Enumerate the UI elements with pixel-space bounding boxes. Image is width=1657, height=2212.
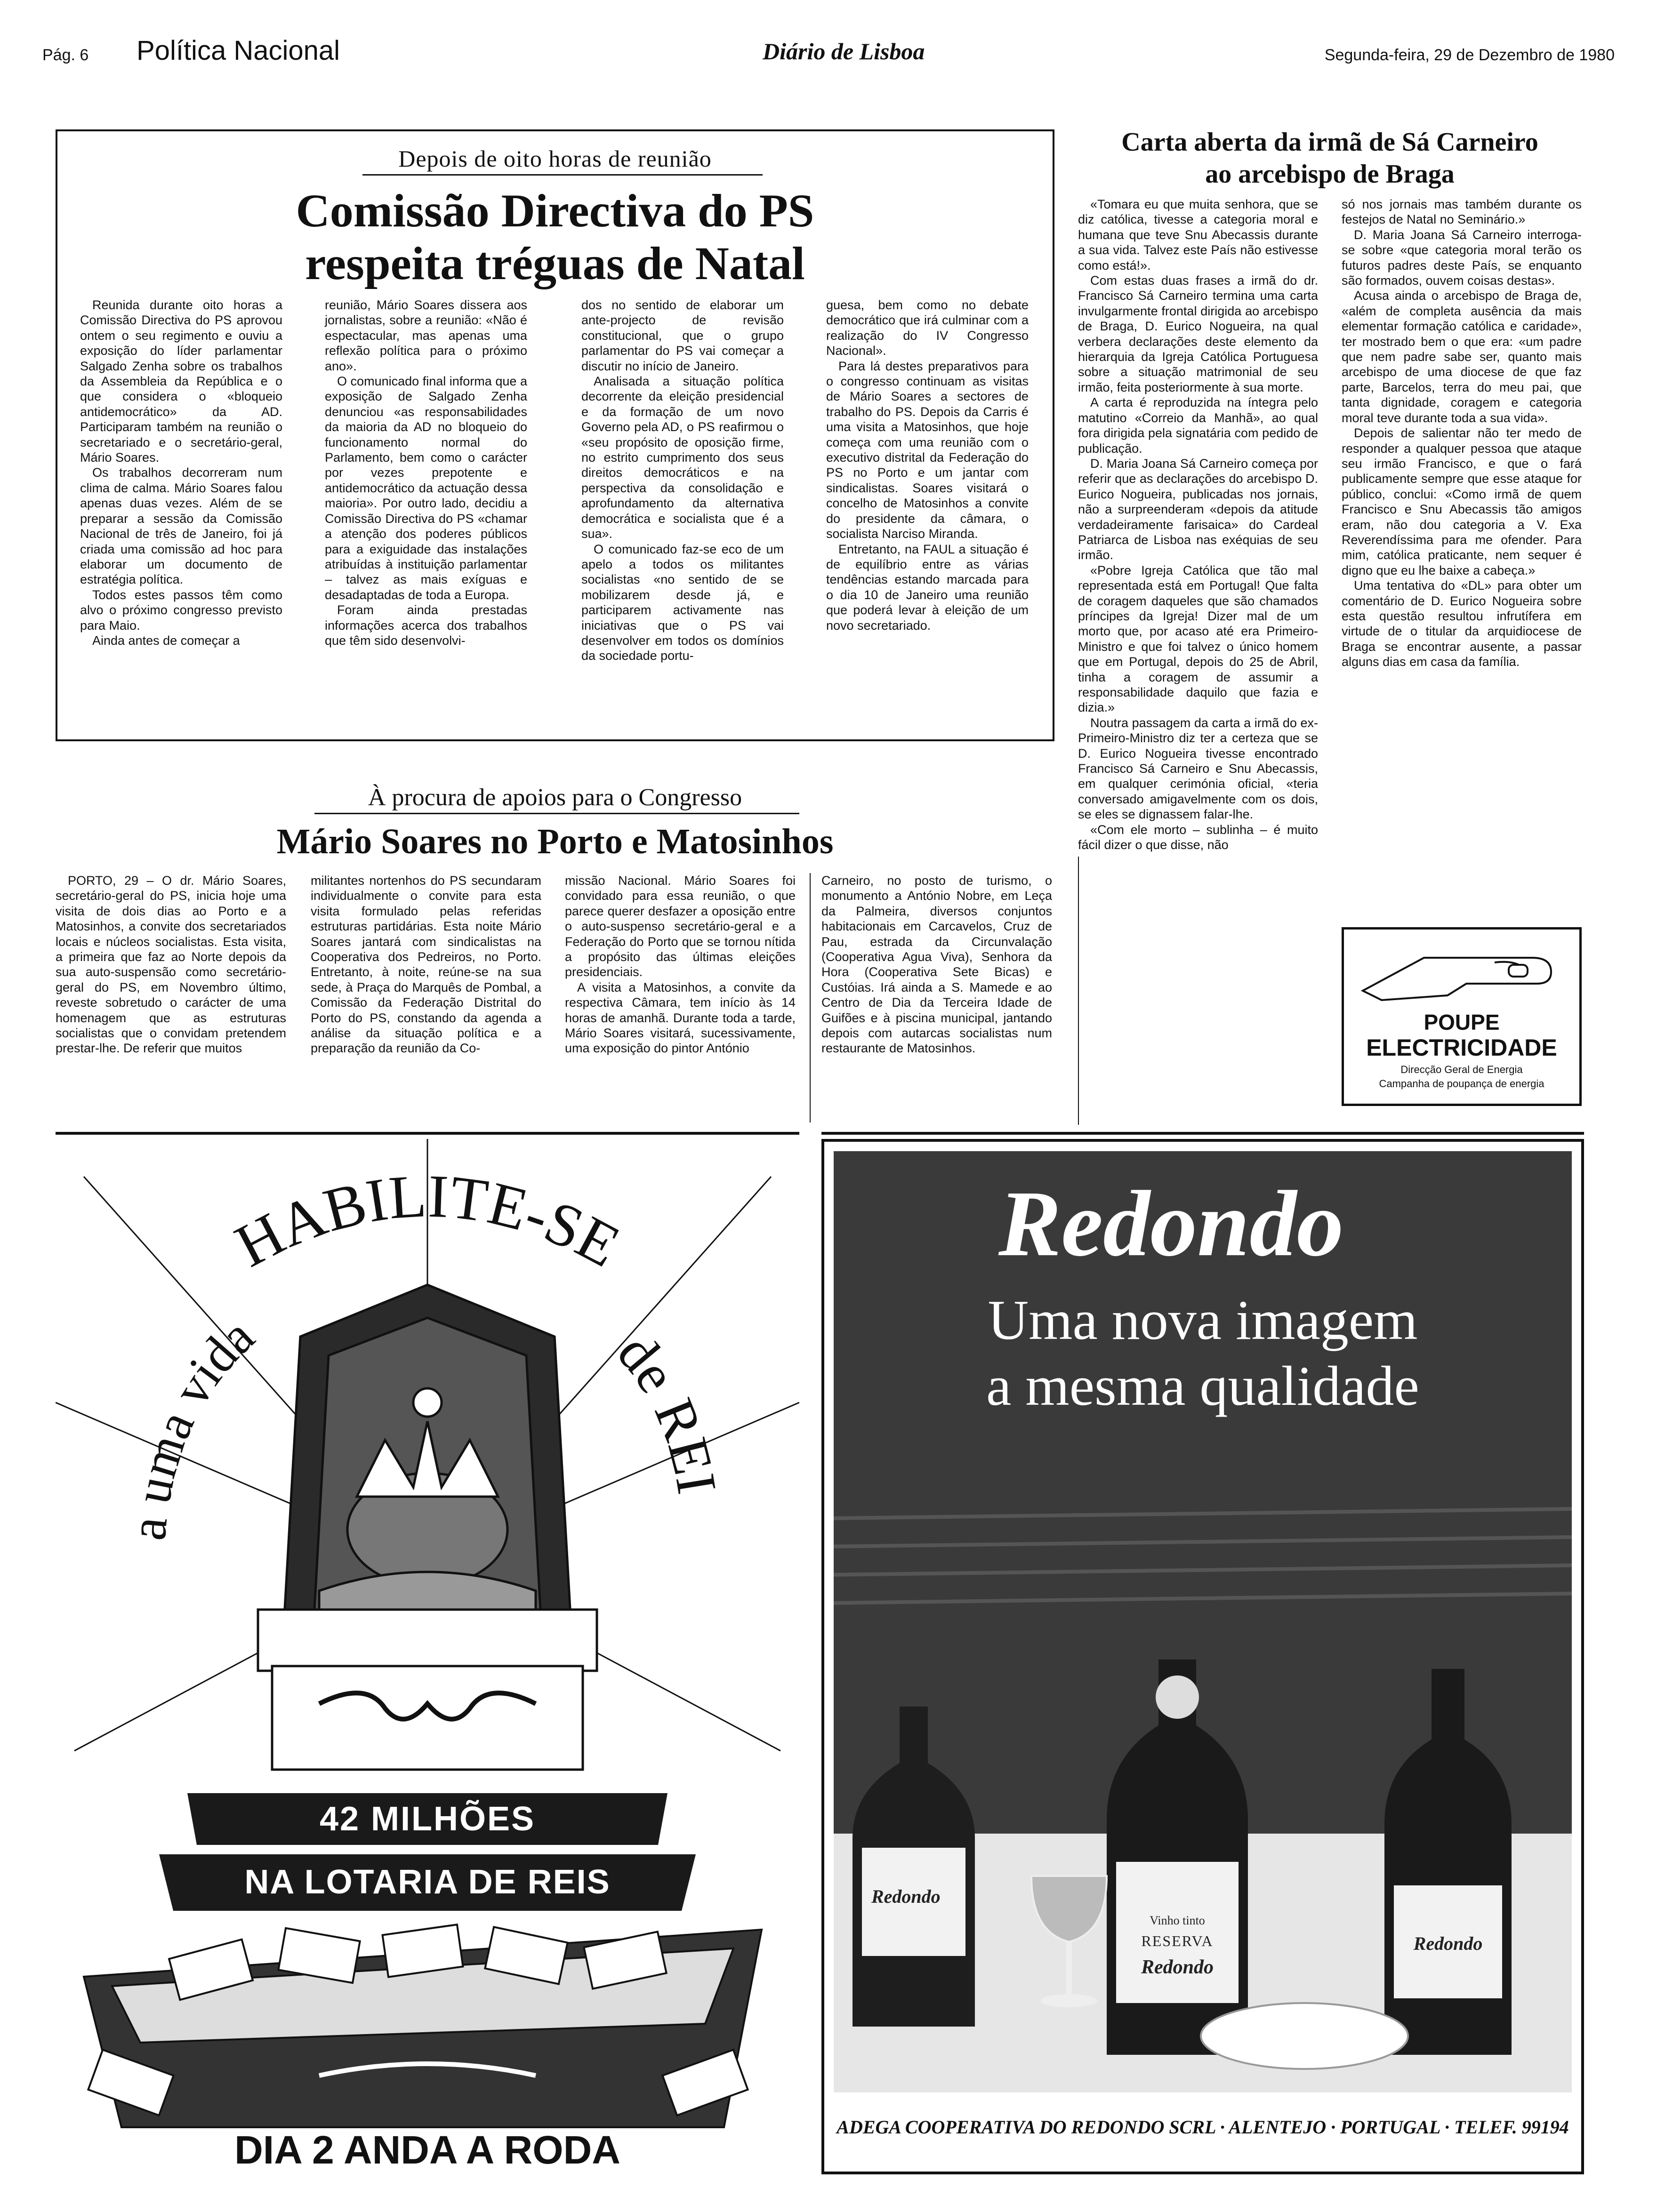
plate: [1201, 2003, 1408, 2069]
article3-column-2: só nos jornais mas também durante os festejos de Natal no Seminário.» D. Maria Joana Sá Carneiro interroga-se sobre «que categoria moral terão os futuros padres deste País, se enquanto são formados, ouvem coisas destas». Acusa ainda o arcebispo de Braga de, «além de completa ausência da mais elementar formação católica e caridade», ter mostrado bem o que era: «um padre que nem padre sabe ser, quanto mais arcebispo de uma diocese de que faz parte, Barcelos, terra do meu pai, que tanta dignidade, coragem e categoria moral teve durante toda a sua vida». Depois de salientar não ter medo de responder a qualquer pessoa que ataque seu irmão Francisco, e que o fará publicamente sempre que esse ataque for público, conclui: «Como irmã de quem Francisco e Snu Abecassis tão amigos eram, não dou categoria a V. Exa Reverendíssima para me ofender. Para mim, católica praticante, nem sequer é digno que eu lhe baixe a cabeça.» Uma tentativa do «DL» para obter um comentário de D. Eurico Nogueira sobre esta questão resultou infrutífera em virtude de o titular da arquidiocese de Braga se encontrar ausente, a passar alguns dias em casa da família.: [1342, 197, 1582, 669]
section-divider: [821, 1132, 1584, 1135]
article1-column-2: reunião, Mário Soares dissera aos jornalistas, sobre a reunião: «Não é espectacular, mas apenas uma reflexão política para o próximo ano». O comunicado final informa que a exposição de Salgado Zenha denunciou «as responsabilidades da maioria da AD no bloqueio do funcionamento normal do Parlamento, bem como o carácter por vezes prepotente e antidemocrático da actuação dessa maioria». Por outro lado, decidiu a Comissão Directiva do PS «chamar a atenção dos poderes públicos para a exiguidade das instalações atribuídas à instituição parlamentar – talvez as mais exíguas e desadaptadas de toda a Europa. Foram ainda prestadas informações acerca dos trabalhos que têm sido desenvolvi-: [325, 298, 527, 648]
ad-line-campanha: Campanha de poupança de energia: [1379, 1078, 1544, 1090]
arc-text-left: a uma vida: [119, 1307, 265, 1543]
kicker-underline: [362, 174, 763, 176]
lottery-illustration: [56, 1139, 799, 2174]
page-number: Pág. 6: [42, 46, 89, 64]
ad-redondo: [821, 1139, 1584, 2174]
bottle-label-middle-3: Redondo: [1141, 1956, 1214, 1978]
ad-lotaria-de-reis: [56, 1139, 799, 2174]
page-date: Segunda-feira, 29 de Dezembro de 1980: [1324, 46, 1615, 64]
article3-headline: [1078, 126, 1582, 190]
bottle-middle: [1107, 1659, 1248, 2055]
ad-line-electricidade: ELECTRICIDADE: [1366, 1034, 1557, 1061]
article2-column-2: militantes nortenhos do PS secundaram individualmente o convite para esta visita formulado pelas referidas estruturas partidárias. Esta noite Mário Soares jantará com sindicalistas na Cooperativa dos Pedreiros, no Porto. Entretanto, à noite, reúne-se na sua sede, à Praça do Marquês de Pombal, a Comissão da Federação Distrital do Porto do PS, constando da agenda a análise da situação política e a preparação da reunião da Co-: [311, 874, 541, 1056]
article2-column-4: Carneiro, no posto de turismo, o monumento a António Nobre, em Leça da Palmeira, diversos conjuntos habitacionais em Carcavelos, Cruz de Pau, estrada da Circunvalação (Cooperativa Agua Viva), Senhora da Hora (Cooperativa Sete Bicas) e Custóias. Irá ainda a S. Mamede e ao Centro de Dia da Terceira Idade de Guifões e à piscina municipal, jantando depois com autarcas socialistas num restaurante de Matosinhos.: [821, 874, 1052, 1056]
redondo-slogan-1: Uma nova imagem: [988, 1289, 1418, 1351]
bottle-label-middle-1: Vinho tinto: [1150, 1914, 1205, 1927]
article2-column-3: missão Nacional. Mário Soares foi convidado para essa reunião, o que parece querer desfazer a oposição entre o auto-suspenso secretário-geral e a Federação do Porto que se tornou nítida a propósito das últimas eleições presidenciais. A visita a Matosinhos, a convite da respectiva Câmara, tem início às 14 horas de amanhã. Durante toda a tarde, Mário Soares visitará, sucessivamente, uma exposição do pintor António: [565, 874, 796, 1056]
masthead: Diário de Lisboa: [763, 38, 925, 64]
column-divider: [1078, 857, 1079, 1125]
textile-stripes: [834, 1509, 1572, 1603]
ticket-chest: [84, 1924, 762, 2127]
article3-column-1: «Tomara eu que muita senhora, que se diz católica, tivesse a categoria moral e humana que teve Snu Abecassis durante a sua vida. Talvez este País não estivesse como está!». Com estas duas frases a irmã do dr. Francisco Sá Carneiro termina uma carta invulgarmente frontal dirigida ao arcebispo de Braga, D. Eurico Nogueira, na qual verbera declarações deste elemento da hierarquia da Igreja Católica Portuguesa sobre a situação matrimonial de seu irmão, feita posteriormente à sua morte. A carta é reproduzida na íntegra pelo matutino «Correio da Manhã», ao qual fora dirigida pela signatária com pedido de publicação. D. Maria Joana Sá Carneiro começa por referir que as declarações do arcebispo D. Eurico Nogueira, publicadas nos jornais, não a surpreenderam «depois da atitude verdadeiramente farisaica» do Cardeal Patriarca de Lisboa nas exéquias de seu irmão. «Pobre Igreja Católica que tão mal representada está em Portugal! Que falta de coragem daqueles que são chamados príncipes da Igreja! Dizer mal de um morto que, por acaso até era Primeiro-Ministro e que foi talvez o único homem que em Portugal, depois do 25 de Abril, tinha a coragem de assumir a responsabilidade daquilo que fazia e dizia.» Noutra passagem da carta a irmã do ex-Primeiro-Ministro diz ter a certeza que se D. Eurico Nogueira tivesse encontrado Francisco Sá Carneiro e Snu Abecassis, em qualquer cerimónia oficial, «teria conversado amigavelmente com os dois, se eles se dignassem falar-lhe. «Com ele morto – sublinha – é muito fácil dizer o que disse, não: [1078, 197, 1318, 852]
article1-headline: [56, 184, 1054, 290]
article1-column-3: dos no sentido de elaborar um ante-projecto de revisão constitucional, que o grupo parlamentar do PS vai começar a discutir no início de Janeiro. Analisada a situação política decorrente da eleição presidencial e da formação de um novo Governo pela AD, o PS reafirmou o «seu propósito de oposição firme, no estrito cumprimento dos seus direitos democráticos e na perspectiva da consolidação e aprofundamento da alternativa democrática e socialista que é a sua». O comunicado faz-se eco de um apelo a todos os militantes socialistas «no sentido de se mobilizarem desde já, e participarem activamente nas iniciativas que o PS vai desenvolver em todos os domínios da sociedade portu-: [581, 298, 784, 663]
redondo-footer: ADEGA COOPERATIVA DO REDONDO SCRL · ALENTEJO · PORTUGAL · TELEF. 99194: [837, 2116, 1569, 2138]
bottle-right: [1384, 1669, 1512, 2055]
hand-switch-icon: [1353, 939, 1570, 1010]
bottle-label-right: Redondo: [1413, 1933, 1483, 1954]
section-divider: [56, 1132, 799, 1135]
headline-line-2: ao arcebispo de Braga: [1205, 160, 1455, 189]
banner-lotaria: NA LOTARIA DE REIS: [244, 1863, 611, 1901]
ad-poupe-electricidade: [1342, 927, 1582, 1106]
article2-kicker: À procura de apoios para o Congresso: [368, 784, 742, 811]
column-divider: [810, 873, 811, 1122]
ad-line-direccao: Direcção Geral de Energia: [1400, 1064, 1523, 1075]
headline-line-2: respeita tréguas de Natal: [305, 237, 805, 289]
article1-column-1: Reunida durante oito horas a Comissão Directiva do PS aprovou ontem o seu regimento e ouviu a exposição do líder parlamentar Salgado Zenha sobre os trabalhos da Assembleia da República e o que considera o «bloqueio antidemocrático» da AD. Participaram também na reunião o secretariado e o secretário-geral, Mário Soares. Os trabalhos decorreram num clima de calma. Mário Soares falou apenas duas vezes. Além de se preparar a sessão da Comissão Nacional de três de Janeiro, foi já criada uma comissão ad hoc para elaborar um documento de estratégia política. Todos estes passos têm como alvo o próximo congresso previsto para Maio. Ainda antes de começar a: [80, 298, 282, 648]
page-header: [42, 28, 1615, 80]
article1-column-4: guesa, bem como no debate democrático que irá culminar com a realização do IV Congresso Nacional». Para lá destes preparativos para o congresso continuam as visitas de Mário Soares a sectores de trabalho do PS. Depois da Carris é uma visita a Matosinhos, que hoje começa com uma reunião com o executivo distrital da Federação do PS no Porto e um jantar com sindicalistas. Soares visitará o concelho de Matosinhos a convite do presidente da câmara, o socialista Narciso Miranda. Entretanto, na FAUL a situação é de equilíbrio entre as várias tendências estando marcada para o dia 10 de Janeiro uma reunião que poderá levar à eleição de um novo secretariado.: [826, 298, 1029, 633]
article1-kicker: Depois de oito horas de reunião: [398, 145, 712, 172]
headline-line-1: Comissão Directiva do PS: [296, 184, 814, 237]
throne-drawing: [258, 1285, 597, 1770]
redondo-slogan-2: a mesma qualidade: [986, 1354, 1419, 1417]
ad-line-poupe: POUPE: [1424, 1010, 1500, 1034]
arc-text-top: HABILITE-SE: [225, 1162, 631, 1281]
banner-42-milhoes: 42 MILHÕES: [319, 1800, 536, 1838]
headline-line-1: Carta aberta da irmã de Sá Carneiro: [1121, 128, 1538, 157]
bottle-label-left: Redondo: [871, 1886, 941, 1907]
bottle-label-middle-2: RESERVA: [1141, 1932, 1214, 1949]
redondo-photo: [834, 1151, 1572, 2092]
arc-text-right: de REI: [605, 1321, 729, 1499]
kicker-underline: [314, 813, 799, 814]
article2-headline: Mário Soares no Porto e Matosinhos: [276, 822, 834, 861]
bottle-left: [853, 1707, 975, 2027]
lottery-footer: DIA 2 ANDA A RODA: [234, 2128, 620, 2172]
article2-column-1: PORTO, 29 – O dr. Mário Soares, secretário-geral do PS, inicia hoje uma visita de dois dias ao Porto e a Matosinhos, a convite dos secretariados locais e núcleos socialistas. Esta visita, a primeira que faz ao Norte depois da sua auto-suspensão como secretário-geral do PS, em Novembro último, reveste sobretudo o carácter de uma homenagem que as estruturas socialistas que o convidam pretendem prestar-lhe. De referir que muitos: [56, 874, 286, 1056]
redondo-brand: Redondo: [998, 1172, 1344, 1276]
section-title: Política Nacional: [137, 35, 340, 66]
